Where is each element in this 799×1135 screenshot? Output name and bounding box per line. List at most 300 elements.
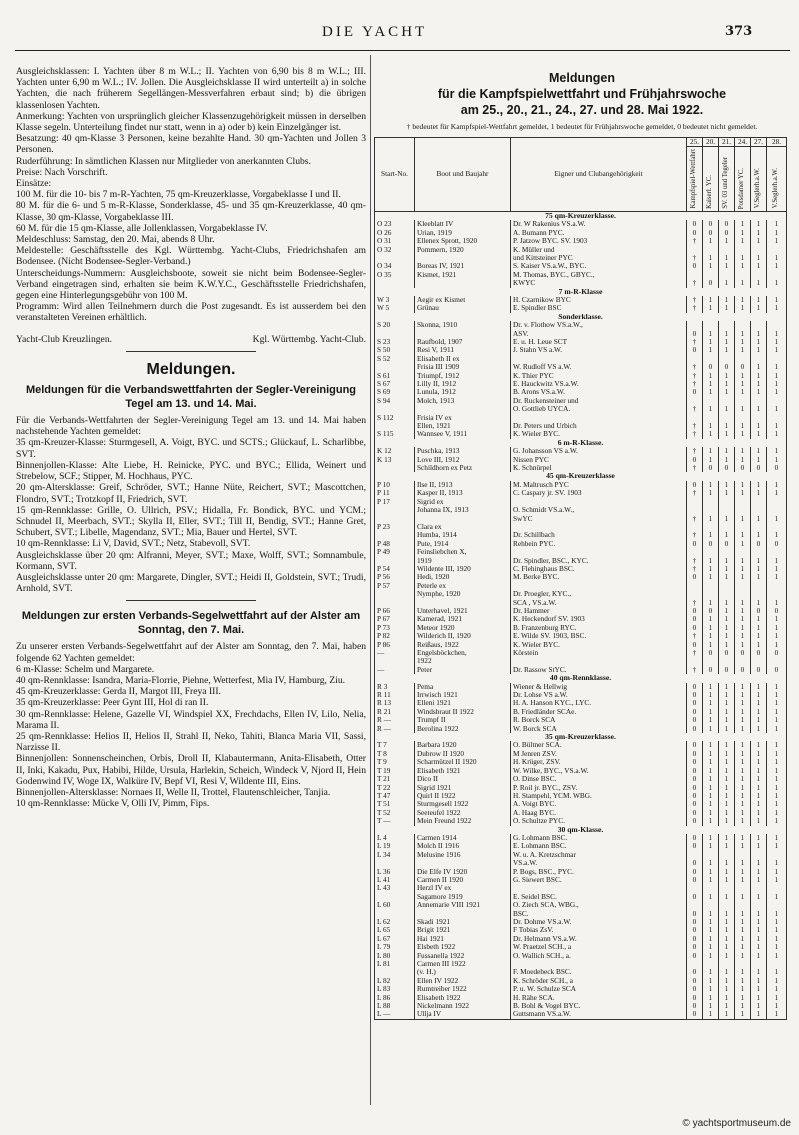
entry-mark-cell: 1: [719, 573, 735, 581]
entry-mark-cell: 1: [703, 817, 719, 825]
entry-mark-cell: [687, 397, 703, 405]
owner-cell: A. Voigt BYC.: [511, 800, 687, 808]
entry-mark-cell: 1: [719, 346, 735, 354]
entry-mark-cell: 1: [735, 304, 751, 312]
boat-cell: Elisabeth 1921: [415, 767, 511, 775]
entry-mark-cell: [735, 321, 751, 329]
entry-mark-cell: †: [687, 565, 703, 573]
table-row: [375, 977, 787, 985]
owner-cell: H. A. Hanson KYC., LYC.: [511, 699, 687, 707]
entry-mark-cell: 1: [703, 910, 719, 918]
entry-mark-cell: 0: [751, 464, 767, 472]
entry-mark-cell: [751, 548, 767, 556]
entry-mark-cell: 0: [687, 330, 703, 338]
entry-mark-cell: 1: [767, 725, 787, 733]
table-row: [375, 960, 787, 968]
entry-mark-cell: 1: [703, 767, 719, 775]
entry-mark-cell: †: [687, 279, 703, 287]
table-row: [375, 321, 787, 329]
entry-mark-cell: [767, 246, 787, 254]
entry-mark-cell: †: [687, 380, 703, 388]
entry-mark-cell: [751, 657, 767, 665]
owner-cell: Dr. v. Flothow VS.a.W.,: [511, 321, 687, 329]
entry-mark-cell: 1: [719, 952, 735, 960]
table-row: [375, 817, 787, 825]
entry-mark-cell: 1: [719, 842, 735, 850]
entry-mark-cell: 1: [751, 599, 767, 607]
entry-mark-cell: [719, 582, 735, 590]
entry-mark-cell: 1: [767, 220, 787, 228]
entry-mark-cell: 1: [751, 296, 767, 304]
entry-mark-cell: †: [687, 464, 703, 472]
entry-mark-cell: [751, 246, 767, 254]
entry-mark-cell: 1: [703, 741, 719, 749]
entry-mark-cell: 1: [767, 952, 787, 960]
table-row: [375, 968, 787, 976]
owner-cell: P. Jatzow BYC. SV. 1903: [511, 237, 687, 245]
col-day: 24.: [735, 138, 751, 147]
page-number: 373: [725, 24, 753, 39]
entry-mark-cell: 1: [719, 758, 735, 766]
boat-cell: Skonna, 1910: [415, 321, 511, 329]
entry-mark-cell: 1: [719, 699, 735, 707]
entry-mark-cell: 1: [751, 330, 767, 338]
table-row: [375, 641, 787, 649]
boat-cell: Triumpf, 1912: [415, 372, 511, 380]
entry-mark-cell: 1: [719, 279, 735, 287]
entry-mark-cell: 1: [719, 372, 735, 380]
owner-cell: O. Gottlieb UYCA.: [511, 405, 687, 413]
boat-cell: Carmen II 1920: [415, 876, 511, 884]
col-boat: Boot und Baujahr: [415, 138, 511, 212]
start-no-cell: R 21: [375, 708, 415, 716]
table-row: [375, 229, 787, 237]
start-no-cell: R —: [375, 716, 415, 724]
entry-mark-cell: 1: [703, 968, 719, 976]
boat-cell: Ullja IV: [415, 1010, 511, 1019]
entry-mark-cell: [703, 246, 719, 254]
entry-mark-cell: [767, 498, 787, 506]
day-header-row: [375, 138, 787, 147]
entry-mark-cell: [735, 271, 751, 279]
entry-mark-cell: [687, 498, 703, 506]
entry-mark-cell: 0: [687, 758, 703, 766]
entry-mark-cell: 0: [687, 220, 703, 228]
entry-mark-cell: 1: [703, 943, 719, 951]
start-no-cell: T 22: [375, 784, 415, 792]
entry-mark-cell: 1: [703, 935, 719, 943]
entry-mark-cell: 1: [751, 565, 767, 573]
entry-mark-cell: 1: [751, 893, 767, 901]
entry-mark-cell: 1: [719, 531, 735, 539]
paragraph: 10 qm-Rennklasse: Li V, David, SVT.; Netz, Stabevoll, SVT.: [16, 538, 251, 550]
table-row: [375, 355, 787, 363]
owner-cell: K. Thier PYC: [511, 372, 687, 380]
table-row: [375, 792, 787, 800]
boat-cell: Carmen III 1922: [415, 960, 511, 968]
paragraph: Unterscheidungs-Nummern: Ausgleichsboote, soweit sie nicht beim Bodensee-Segler-Verband eingetragen sind, erhalten sie beim K.W.Y.C., Geschäftsstelle Friedrichshafen, gegen eine Hinterlegungsgebühr von 100 M.: [16, 267, 366, 302]
paragraph: Für die Verbands-Wettfahrten der Segler-Vereinigung Tegel am 13. und 14. Mai haben nachstehende Yachten gemeldet:: [16, 415, 366, 438]
boat-cell: Berolina 1922: [415, 725, 511, 733]
entry-mark-cell: 1: [703, 372, 719, 380]
boat-cell: Dubrow II 1920: [415, 750, 511, 758]
owner-cell: ASV.: [511, 330, 687, 338]
entry-mark-cell: 0: [703, 229, 719, 237]
entry-mark-cell: 1: [703, 842, 719, 850]
entry-mark-cell: 1: [703, 489, 719, 497]
boat-cell: Sagamore 1919: [415, 893, 511, 901]
entry-mark-cell: 1: [703, 330, 719, 338]
entry-mark-cell: 0: [687, 699, 703, 707]
entry-mark-cell: [767, 960, 787, 968]
entry-mark-cell: 1: [703, 405, 719, 413]
boat-cell: Hai 1921: [415, 935, 511, 943]
owner-cell: B. Friedländer SCAe.: [511, 708, 687, 716]
entry-mark-cell: [687, 355, 703, 363]
start-no-cell: L 34: [375, 851, 415, 859]
entry-mark-cell: 0: [687, 792, 703, 800]
boat-cell: Ilse II, 1913: [415, 481, 511, 489]
entry-mark-cell: 0: [703, 279, 719, 287]
table-row: [375, 784, 787, 792]
table-row: [375, 590, 787, 598]
entry-mark-cell: 0: [751, 540, 767, 548]
entry-mark-cell: 1: [751, 767, 767, 775]
start-no-cell: R 11: [375, 691, 415, 699]
boat-cell: Clara ex: [415, 523, 511, 531]
entry-mark-cell: 0: [703, 363, 719, 371]
boat-cell: Engelsböckchen,: [415, 649, 511, 657]
entry-mark-cell: [719, 851, 735, 859]
table-row: [375, 758, 787, 766]
entry-mark-cell: 0: [719, 540, 735, 548]
start-no-cell: [375, 590, 415, 598]
start-no-cell: R —: [375, 725, 415, 733]
entry-mark-cell: 1: [735, 1010, 751, 1019]
entry-mark-cell: 1: [767, 834, 787, 842]
start-no-cell: S 20: [375, 321, 415, 329]
entry-mark-cell: †: [687, 304, 703, 312]
entry-mark-cell: 1: [735, 683, 751, 691]
entry-mark-cell: [719, 960, 735, 968]
entry-mark-cell: 1: [767, 447, 787, 455]
boat-cell: Sigrid ex: [415, 498, 511, 506]
entry-mark-cell: 1: [751, 1010, 767, 1019]
entry-mark-cell: 1: [767, 699, 787, 707]
owner-cell: KWYC: [511, 279, 687, 287]
entry-mark-cell: 1: [751, 422, 767, 430]
entry-mark-cell: 1: [703, 338, 719, 346]
paragraph: Einsätze:: [16, 178, 52, 190]
boat-cell: Annemarie VIII 1921: [415, 901, 511, 909]
owner-cell: P. u. W. Schulze SCA: [511, 985, 687, 993]
boat-cell: Brigit 1921: [415, 926, 511, 934]
entry-mark-cell: 1: [719, 977, 735, 985]
boat-cell: Molch, 1913: [415, 397, 511, 405]
entry-mark-cell: 0: [687, 842, 703, 850]
start-no-cell: S 50: [375, 346, 415, 354]
entry-mark-cell: 1: [735, 641, 751, 649]
entry-mark-cell: 1: [751, 691, 767, 699]
entry-mark-cell: [751, 884, 767, 892]
start-no-cell: O 23: [375, 220, 415, 228]
entry-mark-cell: [767, 548, 787, 556]
entry-mark-cell: [735, 901, 751, 909]
entry-mark-cell: 1: [719, 994, 735, 1002]
entry-mark-cell: 1: [751, 977, 767, 985]
paragraph: Binnenjollen-Altersklasse: Nornaes II, Welle II, Trottel, Flautenschleicher, Tanjia.: [16, 786, 331, 798]
paragraph: 60 M. für die 15 qm-Klasse, alle Jollenklassen, Vorgabeklasse IV.: [16, 222, 268, 234]
entry-mark-cell: 1: [719, 304, 735, 312]
owner-cell: Dr. Ruckensteiner und: [511, 397, 687, 405]
owner-cell: Dr. Dohme VS.a.W.: [511, 918, 687, 926]
entry-mark-cell: 1: [735, 388, 751, 396]
boat-cell: Puschka, 1913: [415, 447, 511, 455]
entry-mark-cell: [719, 246, 735, 254]
entry-mark-cell: 1: [719, 767, 735, 775]
class-name: 45 qm-Kreuzerklasse: [375, 472, 787, 480]
table-row: [375, 447, 787, 455]
table-row: [375, 851, 787, 859]
entry-mark-cell: 1: [703, 699, 719, 707]
owner-cell: H. Czarnikow BYC: [511, 296, 687, 304]
table-row: [375, 338, 787, 346]
entry-mark-cell: 1: [751, 531, 767, 539]
entry-mark-cell: 1: [703, 531, 719, 539]
boat-cell: Elleni 1921: [415, 699, 511, 707]
entry-mark-cell: 1: [735, 447, 751, 455]
start-no-cell: O 31: [375, 237, 415, 245]
start-no-cell: S 94: [375, 397, 415, 405]
entry-mark-cell: [687, 590, 703, 598]
boat-cell: Unterhavel, 1921: [415, 607, 511, 615]
start-no-cell: T 8: [375, 750, 415, 758]
entry-mark-cell: 1: [735, 557, 751, 565]
table-row: [375, 699, 787, 707]
entry-mark-cell: 1: [735, 531, 751, 539]
paragraph: Besatzung: 40 qm-Klasse 3 Personen, keine bezahlte Hand. 30 qm-Yachten und Jollen 3 Personen.: [16, 133, 366, 156]
table-row: [375, 405, 787, 413]
entry-mark-cell: [703, 355, 719, 363]
boat-cell: Hedi, 1920: [415, 573, 511, 581]
table-row: [375, 985, 787, 993]
entry-mark-cell: 1: [751, 775, 767, 783]
start-no-cell: T —: [375, 817, 415, 825]
legend-note: † bedeutet für Kampfspiel-Wettfahrt gemeldet, 1 bedeutet für Frühjahrswoche gemeldet, 0 bedeutet nicht gemeldet.: [406, 122, 758, 131]
owner-cell: B. Arons VS.a.W.: [511, 388, 687, 396]
table-row: [375, 372, 787, 380]
start-no-cell: L 19: [375, 842, 415, 850]
entry-mark-cell: 0: [687, 346, 703, 354]
table-row: [375, 464, 787, 472]
table-row: [375, 220, 787, 228]
entry-mark-cell: 1: [719, 607, 735, 615]
entry-mark-cell: 1: [735, 750, 751, 758]
owner-cell: Dr. W Rakenius VS.a.W.: [511, 220, 687, 228]
owner-cell: M. Thomas, BYC., GBYC.,: [511, 271, 687, 279]
entry-mark-cell: 0: [719, 220, 735, 228]
entry-mark-cell: [703, 397, 719, 405]
page-header: [0, 22, 799, 48]
entry-mark-cell: 1: [751, 985, 767, 993]
owner-cell: Dr. Peters und Urbich: [511, 422, 687, 430]
entry-mark-cell: 1: [735, 994, 751, 1002]
section2-body: [16, 641, 366, 809]
owner-cell: S. Kaiser VS.a.W., BYC.: [511, 262, 687, 270]
entry-mark-cell: 1: [735, 573, 751, 581]
entry-mark-cell: 1: [751, 842, 767, 850]
owner-cell: [511, 548, 687, 556]
start-no-cell: [375, 363, 415, 371]
boat-cell: Love III, 1912: [415, 456, 511, 464]
owner-cell: B. Franzenburg RYC.: [511, 624, 687, 632]
owner-cell: E. Lohmann BSC.: [511, 842, 687, 850]
entry-mark-cell: [767, 901, 787, 909]
start-no-cell: S 69: [375, 388, 415, 396]
table-row: [375, 397, 787, 405]
watermark: © yachtsportmuseum.de: [682, 1118, 791, 1129]
entry-mark-cell: 1: [719, 775, 735, 783]
table-row: [375, 657, 787, 665]
entry-mark-cell: †: [687, 515, 703, 523]
entry-mark-cell: 1: [719, 893, 735, 901]
table-row: [375, 573, 787, 581]
col-race: V.Seglerh.a.W.: [751, 147, 767, 211]
entry-mark-cell: 0: [687, 624, 703, 632]
col-day: 21.: [719, 138, 735, 147]
entry-mark-cell: 1: [735, 540, 751, 548]
entry-mark-cell: 1: [703, 809, 719, 817]
entry-mark-cell: 1: [703, 388, 719, 396]
divider: [126, 600, 256, 601]
entry-mark-cell: 1: [767, 624, 787, 632]
tender-conditions: [16, 66, 366, 324]
entry-mark-cell: 0: [687, 708, 703, 716]
owner-cell: und Kittsteiner PYC: [511, 254, 687, 262]
entry-mark-cell: 1: [767, 304, 787, 312]
owner-cell: K. Müller und: [511, 246, 687, 254]
entries-body: [375, 211, 787, 1019]
boat-cell: 1919: [415, 557, 511, 565]
table-row: [375, 952, 787, 960]
start-no-cell: [375, 657, 415, 665]
entry-mark-cell: 1: [751, 346, 767, 354]
table-row: [375, 716, 787, 724]
entry-mark-cell: 0: [751, 607, 767, 615]
owner-cell: K. Schnürpel: [511, 464, 687, 472]
entry-mark-cell: [735, 960, 751, 968]
start-no-cell: S 61: [375, 372, 415, 380]
entry-mark-cell: 1: [735, 859, 751, 867]
entry-mark-cell: [751, 321, 767, 329]
entry-mark-cell: 1: [735, 792, 751, 800]
entry-mark-cell: 1: [735, 599, 751, 607]
entry-mark-cell: 0: [687, 943, 703, 951]
entry-mark-cell: †: [687, 296, 703, 304]
start-no-cell: P 73: [375, 624, 415, 632]
entry-mark-cell: 1: [703, 296, 719, 304]
entry-mark-cell: 0: [687, 918, 703, 926]
entry-mark-cell: [703, 321, 719, 329]
owner-cell: H. Rähe SCA.: [511, 994, 687, 1002]
owner-cell: K. Wieler BYC.: [511, 641, 687, 649]
boat-cell: 1922: [415, 657, 511, 665]
boat-cell: (v. H.): [415, 968, 511, 976]
entry-mark-cell: 1: [767, 1010, 787, 1019]
boat-cell: Aegir ex Kismet: [415, 296, 511, 304]
owner-cell: A. Bumann PYC.: [511, 229, 687, 237]
boat-cell: Sigrid 1921: [415, 784, 511, 792]
entry-mark-cell: [687, 271, 703, 279]
entry-mark-cell: 1: [703, 346, 719, 354]
entry-mark-cell: †: [687, 372, 703, 380]
entry-mark-cell: 1: [751, 750, 767, 758]
entry-mark-cell: 1: [767, 708, 787, 716]
owner-cell: A. Haag BYC.: [511, 809, 687, 817]
entry-mark-cell: [703, 582, 719, 590]
boat-cell: Frisia IV ex: [415, 414, 511, 422]
entry-mark-cell: 1: [703, 977, 719, 985]
boat-cell: Ellen IV 1922: [415, 977, 511, 985]
start-no-cell: P 48: [375, 540, 415, 548]
entry-mark-cell: 1: [719, 405, 735, 413]
entry-mark-cell: 1: [767, 531, 787, 539]
entry-mark-cell: [767, 590, 787, 598]
entry-mark-cell: 1: [751, 758, 767, 766]
entry-mark-cell: 0: [703, 464, 719, 472]
table-row: [375, 548, 787, 556]
boat-cell: Wilderich II, 1920: [415, 632, 511, 640]
class-name: 40 qm-Rennklasse.: [375, 674, 787, 682]
table-row: [375, 254, 787, 262]
entry-mark-cell: [687, 960, 703, 968]
entry-mark-cell: 1: [751, 792, 767, 800]
start-no-cell: R 3: [375, 683, 415, 691]
entry-mark-cell: 0: [687, 994, 703, 1002]
owner-cell: [511, 498, 687, 506]
owner-cell: Dr. Helmann VS.a.W.: [511, 935, 687, 943]
entry-mark-cell: 1: [703, 481, 719, 489]
entry-mark-cell: 1: [719, 422, 735, 430]
boat-cell: Kleeblatt IV: [415, 220, 511, 228]
entry-mark-cell: 1: [767, 750, 787, 758]
start-no-cell: T 52: [375, 809, 415, 817]
entry-mark-cell: 1: [719, 809, 735, 817]
start-no-cell: S 115: [375, 430, 415, 438]
entry-mark-cell: 0: [687, 968, 703, 976]
start-no-cell: T 9: [375, 758, 415, 766]
entry-mark-cell: 1: [735, 775, 751, 783]
table-row: [375, 262, 787, 270]
entry-mark-cell: 0: [687, 834, 703, 842]
entry-mark-cell: 1: [719, 834, 735, 842]
entry-mark-cell: 0: [687, 456, 703, 464]
paragraph: Anmerkung: Yachten von ursprünglich gleicher Klassenzugehörigkeit müssen in derselben Klasse segeln. Unterteilung findet nur statt, wenn in a) oder b) kein Einzelgänger ist.: [16, 110, 366, 134]
entry-mark-cell: [719, 590, 735, 598]
owner-cell: BSC.: [511, 910, 687, 918]
entry-mark-cell: 1: [767, 918, 787, 926]
table-row: [375, 296, 787, 304]
owner-cell: Dr. Rassow StYC.: [511, 666, 687, 674]
entry-mark-cell: 1: [703, 784, 719, 792]
paragraph: 80 M. für die 6- und 5 m-R-Klasse, Sonderklasse, 45- und 35 qm-Kreuzerklasse, 40 qm-Klasse, 30 qm-Klasse, Vorgabeklasse III.: [16, 200, 366, 223]
entry-mark-cell: 0: [767, 607, 787, 615]
boat-cell: Schildhorn ex Petz: [415, 464, 511, 472]
entry-mark-cell: 0: [687, 1002, 703, 1010]
start-no-cell: L 67: [375, 935, 415, 943]
owner-cell: B. Bohl & Vogel BYC.: [511, 1002, 687, 1010]
entry-mark-cell: 0: [735, 666, 751, 674]
